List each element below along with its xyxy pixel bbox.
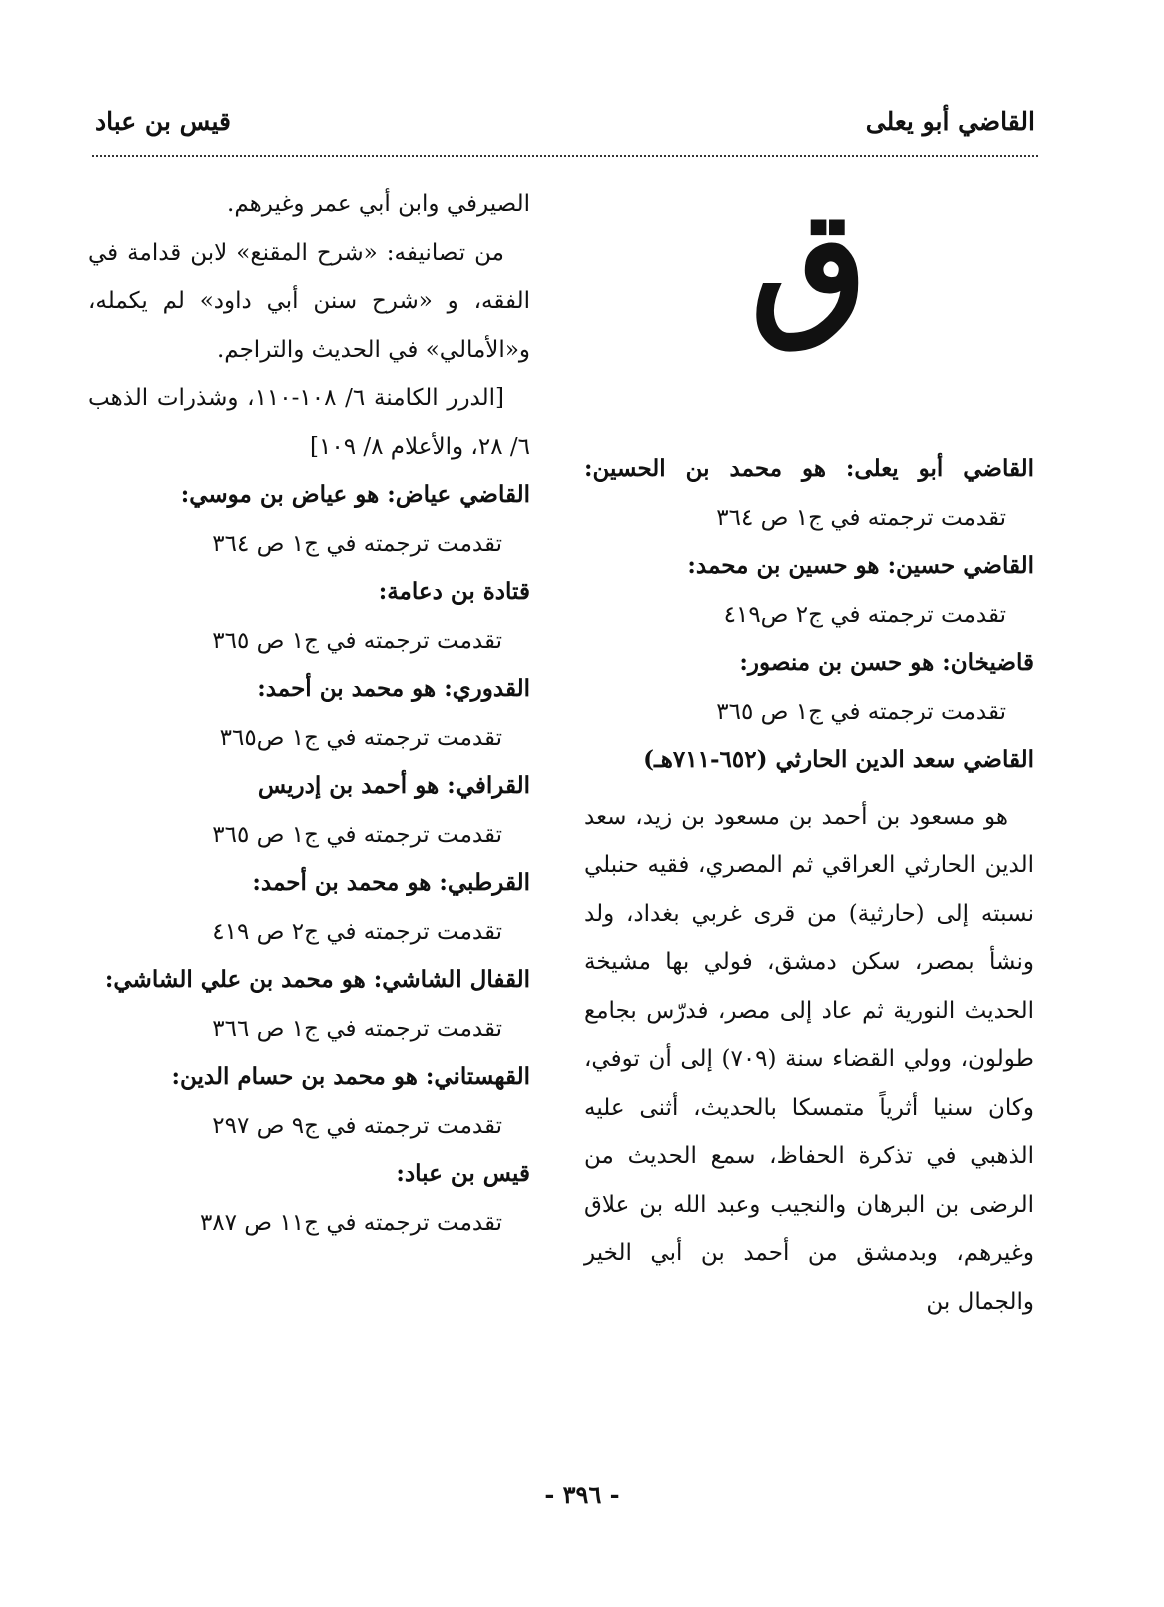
entry-reference: تقدمت ترجمته في ج١ ص ٣٦٤ — [716, 504, 1006, 531]
entry-title: قيس بن عباد: — [396, 1160, 530, 1187]
running-header — [95, 100, 1035, 142]
sources-citation: [الدرر الكامنة ٦/ ١٠٨-١١٠، وشذرات الذهب ٦/ ٢٨، والأعلام ٨/ ١٠٩] — [88, 385, 530, 460]
entry-reference: تقدمت ترجمته في ج٢ ص٤١٩ — [723, 601, 1006, 628]
section-letter-block — [584, 177, 1034, 425]
entry-reference: تقدمت ترجمته في ج١ ص ٣٦٥ — [212, 627, 502, 654]
entry-reference: تقدمت ترجمته في ج١ ص٣٦٥ — [219, 724, 502, 751]
entry-title: قاضيخان: هو حسن بن منصور: — [739, 649, 1034, 676]
section-letter: ق — [750, 177, 868, 353]
page-number: - ٣٩٦ - — [544, 1480, 620, 1509]
entry-title: القاضي عياض: هو عياض بن موسي: — [180, 481, 530, 508]
entry-reference: تقدمت ترجمته في ج١١ ص ٣٨٧ — [199, 1209, 502, 1236]
continued-text: الصيرفي وابن أبي عمر وغيرهم. — [227, 191, 530, 217]
works-paragraph: من تصانيفه: «شرح المقنع» لابن قدامة في الفقه، و «شرح سنن أبي داود» لم يكمله، و«الأمالي» في الحديث والتراجم. — [88, 239, 530, 363]
header-right-title: القاضي أبو يعلى — [865, 106, 1035, 136]
entry-title: القفال الشاشي: هو محمد بن علي الشاشي: — [104, 966, 530, 993]
entry-reference: تقدمت ترجمته في ج٢ ص ٤١٩ — [212, 918, 502, 945]
entry-title: القرافي: هو أحمد بن إدريس — [257, 772, 530, 799]
entry-title: القرطبي: هو محمد بن أحمد: — [252, 869, 530, 896]
left-column — [88, 180, 530, 1247]
entry-body: هو مسعود بن أحمد بن مسعود بن زيد، سعد الدين الحارثي العراقي ثم المصري، فقيه حنبلي نسبته إلى (حارثية) من قرى غربي بغداد، ولد ونشأ بمصر، سكن دمشق، فولي بها مشيخة الحديث النورية ثم عاد إلى مصر، فدرّس بجامع طولون، وولي القضاء سنة (٧٠٩) إلى أن توفي، وكان سنيا أثرياً متمسكا بالحديث، أثنى عليه الذهبي في تذكرة الحفاظ، سمع الحديث من الرضى بن البرهان والنجيب وعبد الله بن علاق وغيرهم، وبدمشق من أحمد بن أبي الخير والجمال بن — [584, 803, 1034, 1315]
entry-title: القهستاني: هو محمد بن حسام الدين: — [171, 1063, 530, 1090]
right-column — [584, 177, 1034, 1326]
entry-title: القدوري: هو محمد بن أحمد: — [257, 675, 530, 702]
entry-reference: تقدمت ترجمته في ج٩ ص ٢٩٧ — [212, 1112, 502, 1139]
header-dotted-rule — [92, 155, 1038, 157]
entry-title: القاضي سعد الدين الحارثي (٦٥٢-٧١١هـ) — [643, 746, 1034, 773]
entry-title: قتادة بن دعامة: — [378, 578, 530, 605]
header-left-title: قيس بن عباد — [95, 106, 231, 136]
entry-reference: تقدمت ترجمته في ج١ ص ٣٦٥ — [212, 821, 502, 848]
entry-reference: تقدمت ترجمته في ج١ ص ٣٦٦ — [212, 1015, 502, 1042]
entry-title: القاضي أبو يعلى: هو محمد بن الحسين: — [584, 455, 1034, 482]
entry-reference: تقدمت ترجمته في ج١ ص ٣٦٤ — [212, 530, 502, 557]
entry-reference: تقدمت ترجمته في ج١ ص ٣٦٥ — [716, 698, 1006, 725]
entry-title: القاضي حسين: هو حسين بن محمد: — [687, 552, 1034, 579]
